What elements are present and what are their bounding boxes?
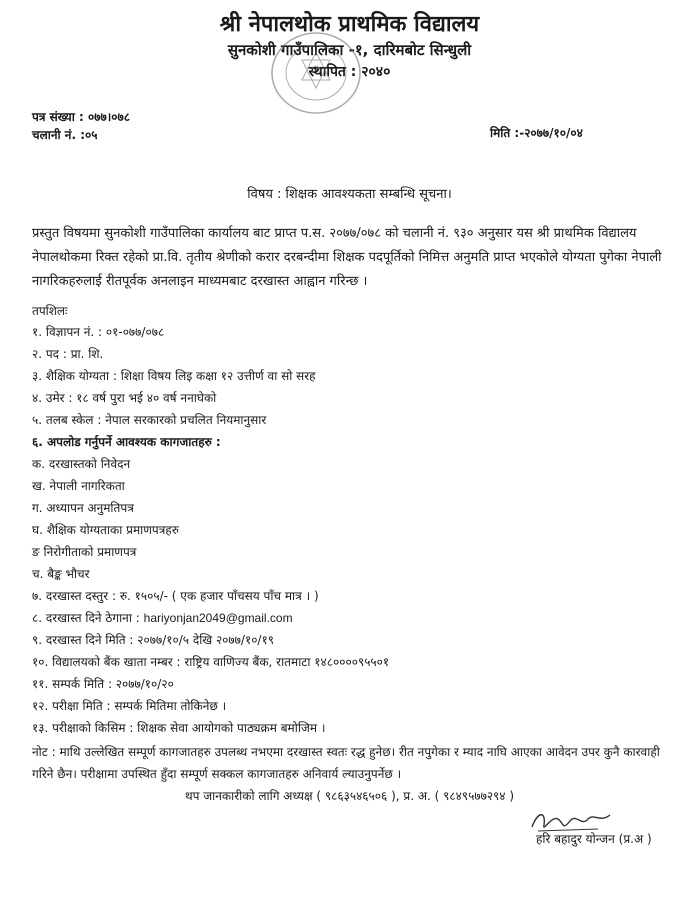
notice-body: प्रस्तुत विषयमा सुनकोशी गाउँपालिका कार्यालय बाट प्राप्त प.स. २०७७/०७८ को चलानी नं. ९३० अनुसार यस श्री प्राथमिक विद्यालय नेपालथोकमा रिक्त रहेको प्रा.वि. तृतीय श्रेणीको करार दरबन्दीमा शिक्षक पदपूर्तिको निमित्त अनुमति प्राप्त भएकोले योग्यता पुगेका नेपाली नागरिकहरुलाई रीतपूर्वक अनलाइन माध्यमबाट दरखास्त आह्वान गरिन्छ । xyxy=(32,226,662,289)
document-item: ङ निरोगीताको प्रमाणपत्र xyxy=(32,545,137,559)
detail-item: १०. विद्यालयको बैंक खाता नम्बर : राष्ट्रिय वाणिज्य बैंक, रातमाटा १४८००००९५५०१ xyxy=(32,655,390,669)
detail-item: ५. तलब स्केल : नेपाल सरकारको प्रचलित नियमानुसार xyxy=(32,413,267,427)
notice-date: मिति :-२०७७/१०/०४ xyxy=(490,126,583,140)
detail-item: ३. शैक्षिक योग्यता : शिक्षा विषय लिइ कक्षा १२ उत्तीर्ण वा सो सरह xyxy=(32,369,316,383)
notice-note: नोट : माथि उल्लेखित सम्पूर्ण कागजातहरु उपलब्ध नभएमा दरखास्त स्वतः रद्ध हुनेछ। रीत नपुगेका र म्याद नाघि आएका आवेदन उपर कुनै कारवाही गरिने छैन। परीक्षामा उपस्थित हुँदा सम्पूर्ण सक्कल कागजातहरु अनिवार्य ल्याउनुपर्नेछ । xyxy=(32,745,660,781)
detail-item: २. पद : प्रा. शि. xyxy=(32,347,104,361)
school-address: सुनकोशी गाउँपालिका -१, दारिमबोट सिन्धुली xyxy=(227,41,472,59)
application-address-label: ८. दरखास्त दिने ठेगाना : xyxy=(32,611,144,625)
letter-number: पत्र संख्या : ०७७।०७८ xyxy=(32,110,130,124)
application-fee: ७. दरखास्त दस्तुर : रु. १५०५/- ( एक हजार पाँचसय पाँच मात्र । ) xyxy=(32,589,319,603)
application-address xyxy=(32,609,293,626)
email-link[interactable]: hariyonjan2049@gmail.com xyxy=(143,611,293,625)
documents-heading: ६. अपलोड गर्नुपर्ने आवश्यक कागजातहरु : xyxy=(32,435,221,449)
detail-item: १३. परीक्षाको किसिम : शिक्षक सेवा आयोगको पाठ्यक्रम बमोजिम । xyxy=(32,721,326,735)
dispatch-number: चलानी नं. :०५ xyxy=(32,128,98,142)
detail-item: ११. सम्पर्क मिति : २०७७/१०/२० xyxy=(32,677,174,691)
document-item: ख. नेपाली नागरिकता xyxy=(32,479,125,493)
details-heading: तपशिलः xyxy=(32,304,68,318)
detail-item: १२. परीक्षा मिति : सम्पर्क मितिमा तोकिनेछ । xyxy=(32,699,227,713)
document-item: क. दरखास्तको निवेदन xyxy=(32,457,131,471)
document-item: घ. शैक्षिक योग्यताका प्रमाणपत्रहरु xyxy=(32,523,179,537)
contact-info: थप जानकारीको लागि अध्यक्ष ( ९८६३५४६५०६ ), प्र. अ. ( ९८४९५७७२९४ ) xyxy=(184,789,515,803)
detail-item: १. विज्ञापन नं. : ०१-०७७/०७८ xyxy=(32,325,165,339)
document-item: ग. अध्यापन अनुमतिपत्र xyxy=(32,501,134,515)
notice-subject: विषय : शिक्षक आवश्यकता सम्बन्धि सूचना। xyxy=(247,187,452,202)
detail-item: ९. दरखास्त दिने मिति : २०७७/१०/५ देखि २०७७/१०/१९ xyxy=(32,633,274,647)
signer-name: हरि बहादुर योन्जन (प्र.अ ) xyxy=(536,832,652,846)
established-year: स्थापित : २०४० xyxy=(308,64,391,80)
detail-item: ४. उमेर : १८ वर्ष पुरा भई ४० वर्ष ननाघेको xyxy=(32,391,217,405)
school-name: श्री नेपालथोक प्राथमिक विद्यालय xyxy=(219,12,480,37)
school-seal-stamp-icon xyxy=(268,30,364,116)
document-item: च. बैङ्क भौचर xyxy=(32,567,90,581)
